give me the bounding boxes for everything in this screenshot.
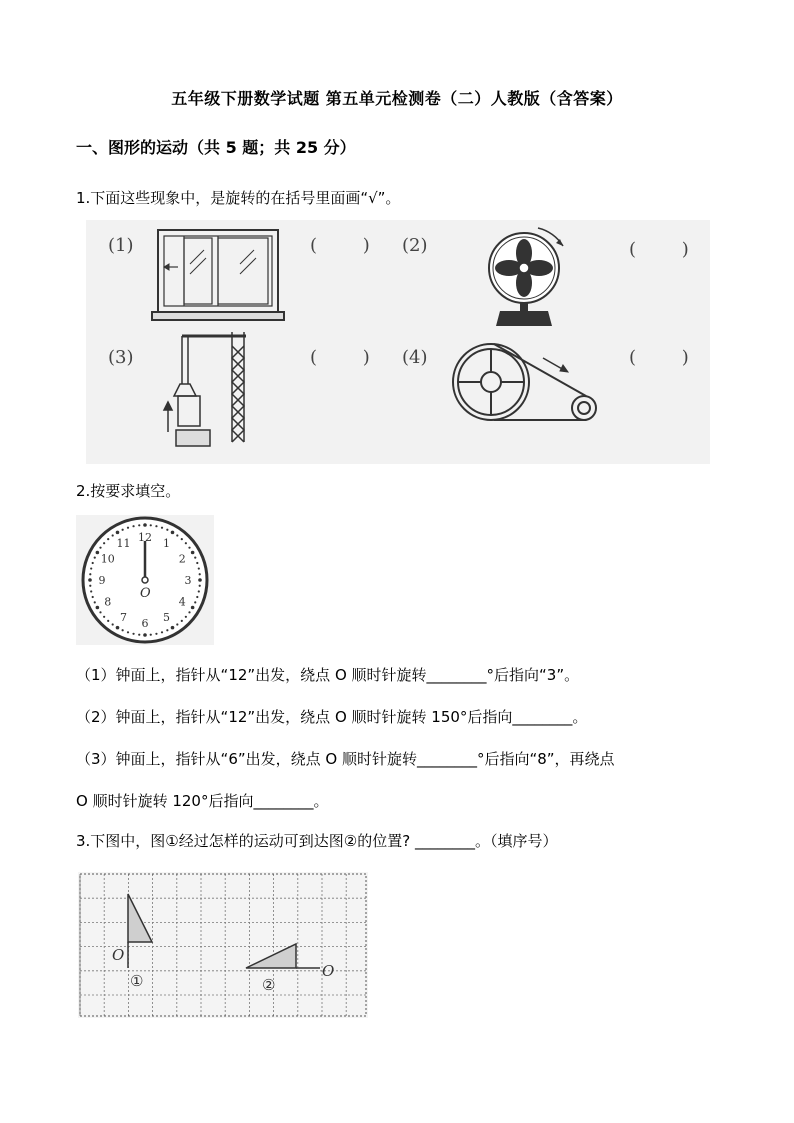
clock-tick xyxy=(194,557,196,559)
clock-tick xyxy=(188,547,190,549)
clock-tick xyxy=(181,620,183,622)
clock-tick xyxy=(112,623,114,625)
clock-tick xyxy=(176,623,178,625)
clock-tick xyxy=(176,534,178,536)
clock-tick xyxy=(90,567,92,569)
clock-tick xyxy=(89,573,91,575)
clock-tick xyxy=(96,551,100,555)
question-2-sub-2: （2）钟面上，指针从“12”出发，绕点 O 顺时针旋转 150°后指向________。 xyxy=(76,708,588,726)
grid-figure xyxy=(78,872,368,1018)
clock-tick xyxy=(143,633,147,637)
clock-tick xyxy=(122,529,124,531)
clock-tick xyxy=(99,611,101,613)
clock-number: 8 xyxy=(104,595,112,609)
clock-tick xyxy=(116,626,120,630)
clock-tick xyxy=(122,629,124,631)
question-2-stem: 2.按要求填空。 xyxy=(76,482,181,500)
label-1: (1) xyxy=(108,235,134,256)
question-2-sub-3a: （3）钟面上，指针从“6”出发，绕点 O 顺时针旋转________°后指向“8”，再绕点 xyxy=(76,750,615,768)
clock-tick xyxy=(198,578,202,582)
clock-tick xyxy=(171,626,175,630)
question-1-stem: 1.下面这些现象中，是旋转的在括号里面画“√”。 xyxy=(76,189,401,207)
section-heading: 一、图形的运动（共 5 题；共 25 分） xyxy=(76,138,356,157)
clock-tick xyxy=(92,562,94,564)
clock-center-label: O xyxy=(140,586,151,601)
answer-paren-1[interactable]: ( ) xyxy=(310,235,370,256)
question-2-sub-3b: O 顺时针旋转 120°后指向________。 xyxy=(76,792,329,810)
clock-tick xyxy=(166,529,168,531)
clock-tick xyxy=(132,633,134,635)
shape-2-label: ② xyxy=(262,976,276,994)
clock-number: 3 xyxy=(184,574,192,587)
clock-number: 9 xyxy=(98,574,106,587)
question-1-figure xyxy=(86,220,710,464)
clock-tick xyxy=(94,601,96,603)
clock-tick xyxy=(88,578,92,582)
clock-tick xyxy=(161,631,163,633)
shape-1-point-label: O xyxy=(112,946,125,964)
clock-number: 7 xyxy=(120,611,127,625)
clock-tick xyxy=(188,611,190,613)
answer-paren-2[interactable]: ( ) xyxy=(629,239,689,260)
label-3: (3) xyxy=(108,347,134,368)
question-3-stem: 3.下图中，图①经过怎样的运动可到达图②的位置? ________。（填序号） xyxy=(76,832,558,850)
clock-number: 4 xyxy=(178,595,186,609)
clock-tick xyxy=(191,551,195,555)
clock-tick xyxy=(199,585,201,587)
clock-tick xyxy=(103,616,105,618)
clock-tick xyxy=(198,590,200,592)
clock-tick xyxy=(99,547,101,549)
clock-tick xyxy=(155,633,157,635)
clock-tick xyxy=(92,596,94,598)
clock-figure xyxy=(76,515,214,645)
clock-tick xyxy=(185,616,187,618)
clock-tick xyxy=(138,634,140,636)
clock-tick xyxy=(181,538,183,540)
clock-tick xyxy=(96,606,100,610)
clock-tick xyxy=(89,585,91,587)
clock-tick xyxy=(196,596,198,598)
clock-tick xyxy=(171,531,175,535)
clock-tick xyxy=(150,524,152,526)
label-4: (4) xyxy=(402,347,428,368)
clock-number: 6 xyxy=(141,617,149,630)
clock-number: 2 xyxy=(178,552,186,566)
clock-tick xyxy=(107,538,109,540)
clock-tick xyxy=(112,534,114,536)
answer-paren-4[interactable]: ( ) xyxy=(629,347,689,368)
clock-tick xyxy=(127,631,129,633)
clock-number: 10 xyxy=(100,552,115,566)
clock-number: 5 xyxy=(163,611,170,625)
clock-tick xyxy=(191,606,195,610)
clock-tick xyxy=(199,573,201,575)
shape-1-label: ① xyxy=(130,972,144,990)
clock-tick xyxy=(143,523,147,527)
shape-2-point-label: O xyxy=(322,962,335,980)
clock-tick xyxy=(132,525,134,527)
clock-tick xyxy=(185,542,187,544)
clock-tick xyxy=(161,527,163,529)
clock-tick xyxy=(155,525,157,527)
grid-background xyxy=(78,872,368,1018)
clock-tick xyxy=(138,524,140,526)
clock-tick xyxy=(103,542,105,544)
clock-tick xyxy=(166,629,168,631)
clock-tick xyxy=(127,527,129,529)
figure-background xyxy=(86,220,710,464)
clock-tick xyxy=(198,567,200,569)
clock-number: 12 xyxy=(138,531,152,544)
page-title: 五年级下册数学试题 第五单元检测卷（二）人教版（含答案） xyxy=(171,89,623,108)
label-2: (2) xyxy=(402,235,428,256)
clock-tick xyxy=(196,562,198,564)
clock-number: 11 xyxy=(116,536,131,550)
clock-tick xyxy=(194,601,196,603)
answer-paren-3[interactable]: ( ) xyxy=(310,347,370,368)
clock-tick xyxy=(150,634,152,636)
clock-tick xyxy=(90,590,92,592)
question-2-sub-1: （1）钟面上，指针从“12”出发，绕点 O 顺时针旋转________°后指向“3”。 xyxy=(76,666,580,684)
clock-tick xyxy=(116,531,120,535)
clock-number: 1 xyxy=(163,536,170,550)
clock-center xyxy=(142,577,148,583)
clock-tick xyxy=(94,557,96,559)
clock-tick xyxy=(107,620,109,622)
